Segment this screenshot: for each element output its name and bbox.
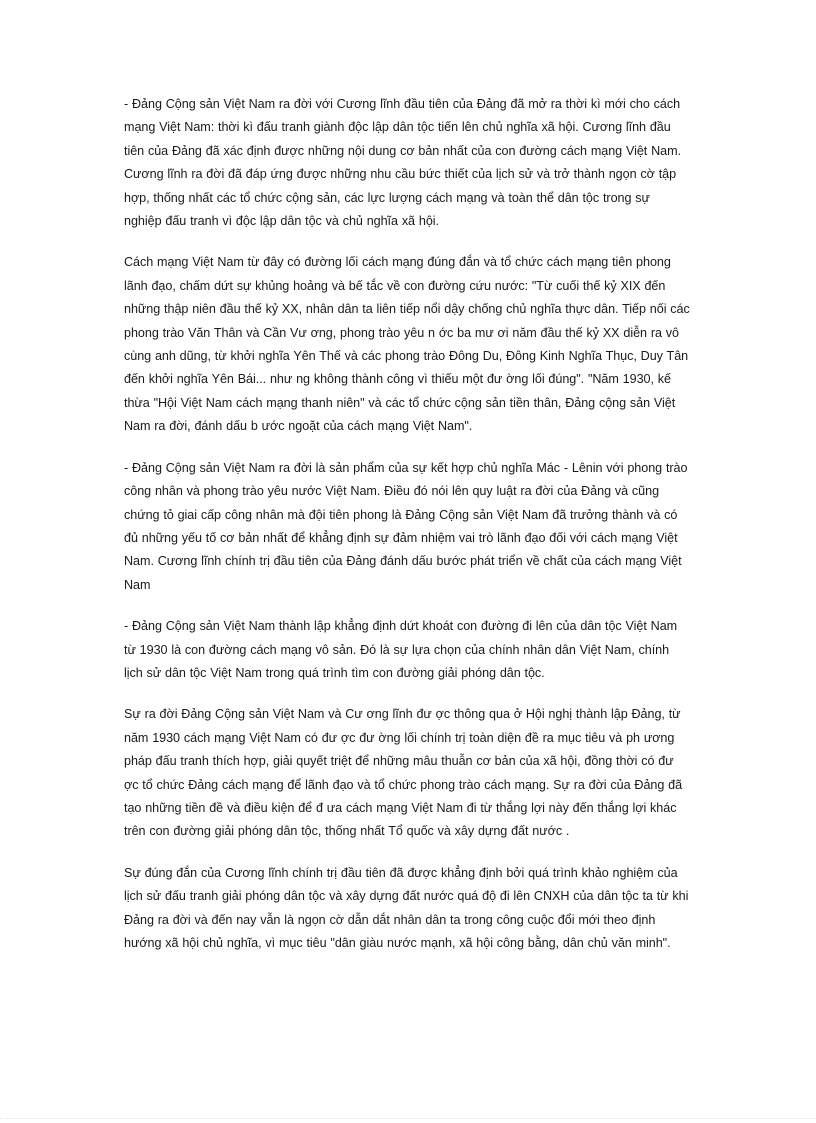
page-bottom-divider bbox=[0, 1118, 816, 1119]
paragraph-4: - Đảng Cộng sản Việt Nam thành lập khẳng định dứt khoát con đường đi lên của dân tộc Việt Nam từ 1930 là con đường cách mạng vô sản. Đó là sự lựa chọn của chính nhân dân Việt Nam, chính lịch sử dân tộc Việt Nam trong quá trình tìm con đường giải phóng dân tộc. bbox=[124, 619, 678, 680]
document-page bbox=[124, 93, 690, 973]
paragraph-6: Sự đúng đắn của Cương lĩnh chính trị đầu tiên đã được khẳng định bởi quá trình khảo nghiệm của lịch sử đấu tranh giải phóng dân tộc và xây dựng đất nước quá độ đi lên CNXH của dân tộc ta từ khi Đảng ra đời và đến nay vẫn là ngọn cờ dẫn dắt nhân dân ta trong công cuộc đổi mới theo định hướng xã hội chủ nghĩa, vì mục tiêu "dân giàu nước mạnh, xã hội công bằng, dân chủ văn minh". bbox=[124, 865, 689, 950]
paragraph-5: Sự ra đời Đảng Cộng sản Việt Nam và Cư ơng lĩnh đư ợc thông qua ở Hội nghị thành lập Đảng, từ năm 1930 cách mạng Việt Nam có đư ợc đư ờng lối chính trị toàn diện đề ra mục tiêu và ph ương pháp đấu tranh thích hợp, giải quyết triệt để những mâu thuẫn cơ bản của xã hội, đồng thời có đư ợc tổ chức Đảng cách mạng để lãnh đạo và tổ chức phong trào cách mạng. Sự ra đời của Đảng đã tạo những tiền đề và điều kiện để đ ưa cách mạng Việt Nam đi từ thắng lợi này đến thắng lợi khác trên con đường giải phóng dân tộc, thống nhất Tổ quốc và xây dựng đất nước . bbox=[124, 707, 683, 839]
paragraph-2: Cách mạng Việt Nam từ đây có đường lối cách mạng đúng đắn và tổ chức cách mạng tiên phong lãnh đạo, chấm dứt sự khủng hoảng và bế tắc về con đường cứu nước: "Từ cuối thế kỷ XIX đến những thập niên đầu thế kỷ XX, nhân dân ta liên tiếp nổi dậy chống chủ nghĩa thực dân. Tiếp nối các phong trào Văn Thân và Cần Vư ơng, phong trào yêu n ớc ba mư ơi năm đầu thế kỷ XX diễn ra vô cùng anh dũng, từ khởi nghĩa Yên Thế và các phong trào Đông Du, Đông Kinh Nghĩa Thục, Duy Tân đến khởi nghĩa Yên Bái... như ng không thành công vì thiếu một đư ờng lối đúng". "Năm 1930, kế thừa "Hội Việt Nam cách mạng thanh niên" và các tổ chức cộng sản tiền thân, Đảng cộng sản Việt Nam ra đời, đánh dấu b ước ngoặt của cách mạng Việt Nam". bbox=[124, 255, 690, 434]
paragraph-3: - Đảng Cộng sản Việt Nam ra đời là sản phẩm của sự kết hợp chủ nghĩa Mác - Lênin với phong trào công nhân và phong trào yêu nước Việt Nam. Điều đó nói lên quy luật ra đời của Đảng và cũng chứng tỏ giai cấp công nhân mà đội tiên phong là Đảng Cộng sản Việt Nam đã trưởng thành và có đủ những yếu tố cơ bản nhất để khẳng định sự đảm nhiệm vai trò lãnh đạo đối với cách mạng Việt Nam. Cương lĩnh chính trị đầu tiên của Đảng đánh dấu bước phát triển về chất của cách mạng Việt Nam bbox=[124, 460, 688, 592]
paragraph-1: - Đảng Cộng sản Việt Nam ra đời với Cương lĩnh đầu tiên của Đảng đã mở ra thời kì mới cho cách mạng Việt Nam: thời kì đấu tranh giành độc lập dân tộc tiến lên chủ nghĩa xã hội. Cương lĩnh đầu tiên của Đảng đã xác định được những nội dung cơ bản nhất của con đường cách mạng Việt Nam. Cương lĩnh ra đời đã đáp ứng được những nhu cầu bức thiết của lịch sử và trở thành ngọn cờ tập hợp, thống nhất các tổ chức cộng sản, các lực lượng cách mạng và toàn thể dân tộc trong sự nghiệp đấu tranh vì độc lập dân tộc và chủ nghĩa xã hội. bbox=[124, 97, 681, 229]
